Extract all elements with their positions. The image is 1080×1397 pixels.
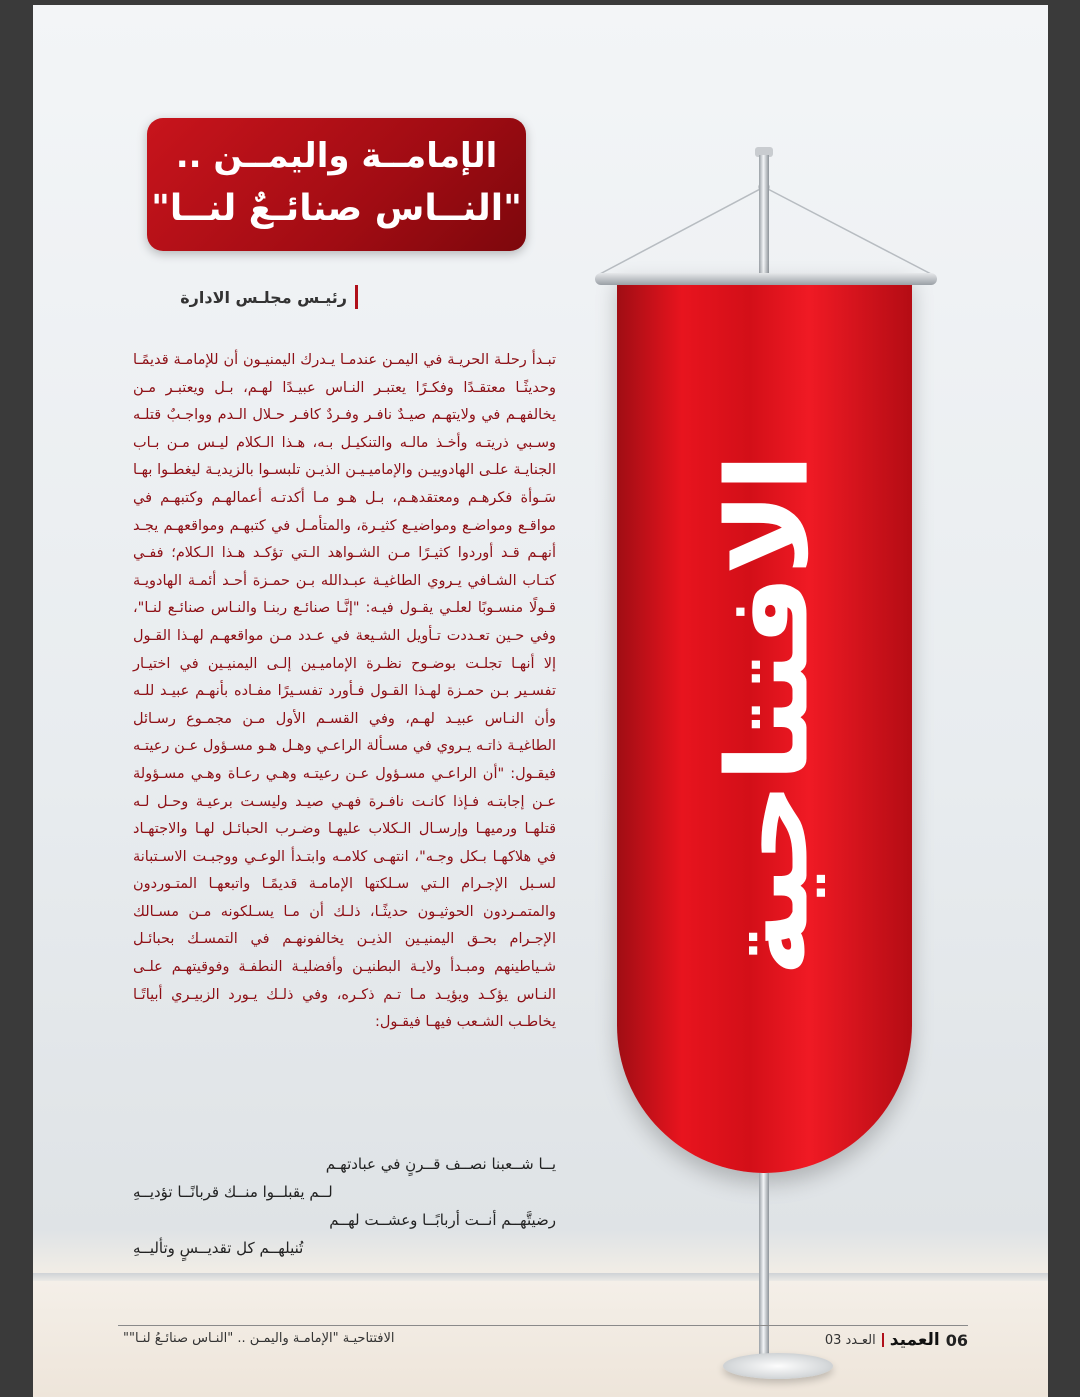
banner-text-wrap (693, 400, 843, 1030)
author-name: رئيـس مجلـس الادارة (180, 287, 347, 307)
footer-divider (118, 1325, 968, 1326)
title-line-1: الإمامــة واليمــن .. (175, 136, 498, 176)
verse-text: يــا شــعبنا نصــف قــرنٍ في عبادتهـم (325, 1155, 556, 1173)
banner-text: الافتتاحية (703, 453, 834, 977)
pole-upper (759, 155, 769, 273)
page-number: 06 (945, 1330, 968, 1350)
verse-text: تُنيلهــم كل تقديــسٍ وتأليــهِ (133, 1239, 304, 1257)
footer-brand-block (825, 1330, 968, 1350)
article-body: تبـدأ رحلـة الحريـة في اليمـن عندمـا يـدرك اليمنيـون أن للإمامـة قديمًـا وحديثًـا معتقـدًا وفكـرًا يعتبـر النـاس عبيـدًا لهـم، بـل ويعتبـر مـن يخالفهـم في ولايتهـم صيـدٌ نافـر وفـردٌ كافـر حـلال الـدم وواجـبٌ قتلـه وسـبي ذريتـه وأخـذ مالـه والتنكيـل بـه، هـذا الـكلام ليـس مـن بـاب الجنايـة علـى الهادوييـن والإماميـيـن الذيـن تلبسـوا بالزيديـة ليغطـوا بهـا سَـوأة فكرهـم ومعتقدهـم، بـل هـو مـا أكدتـه أعمالهـم وكتبهـم في مواقـع ومواضـع ومواضيـع كثيـرة، والمتأمـل في كتبهـم ومواقعهـم يجـد أنهـم قـد أوردوا كثيـرًا مـن الشـواهد الـتي تؤكـد هـذا الـكلام؛ ففـي كتـاب الشـافي يـروي الطاغيـة عبـدالله بـن حمـزة أحـد أئمـة الهادويـة قـولًا منسـوبًا لعلـي يقـول فيـه: "إنَّـا صنائـع ربنـا والنـاس صنائـع لنـا"، وفي حـين تعـددت تـأويل الشـيعة في عـدد مـن مواقعهـم لهـذا القـول إلا أنهـا تجلـت بوضـوح نظـرة الإماميـين إلـى اليمنيـين في اختيـار تفسـير بـن حمـزة لهـذا القـول فـأورد تفسـيرًا مفـاده بأنهـم عبيـد للـه وأن النـاس عبيـد لهـم، وفي القسـم الأول مـن مجمـوع رسـائل الطاغيـة ذاتـه يـروي في مسـألة الراعـي وهـل هـو مسـؤول عـن رعيتـه فيقـول: "أن الراعـي مسـؤول عـن رعيتـه وهـي رعـاة وهـي مسـؤولة عـن إجابتـه فـإذا كانـت نافـرة فهـي صيـد وليسـت برعيـة وحـل لـه قتلهـا ورميهـا وإرسـال الـكلاب عليهـا وضـرب الحبائـل لهـا والاجتهـاد في هلاكهـا بـكل وجـه"، انتهـى كلامـه وابتـدأ الوعـي ووجبـت الاسـتبانة لسـبل الإجـرام الـتي سـلكتها الإمامـة قديمًـا واتبعهـا المتـوردون والمتمـردون الحوثيـون حديثًـا، ذلـك أن مـا يسـلكونه مـن مسـالك الإجـرام بحـق اليمنيـين الذيـن يخالفونهـم في التمسـك بحبائـل شـياطينهم ومبـدأ ولايـة البطنيـن وأفضليـة النطفـة وفوقيتهـم علـى النـاس يؤكـد ويؤيـد مـا تـم ذكـره، وفي ذلـك يـورد الزبيـري أبياتًـا يخاطـب الشـعب فيهـا فيقـول: (133, 352, 556, 1031)
title-line-2: "النــاس صنائـعٌ لنــا" (151, 188, 522, 229)
verse-text: رضيتَّهــم أنــت أربابًــا وعشــت لهــم (329, 1211, 556, 1229)
stand-base (723, 1353, 833, 1379)
footer-separator (882, 1333, 884, 1347)
brand-logo: العميد (889, 1330, 940, 1350)
pole-lower (759, 1173, 769, 1363)
issue-number: العـدد 03 (824, 1332, 876, 1348)
magazine-page (33, 5, 1048, 1397)
banner-crossbar (595, 273, 937, 285)
footer-title: الافتتاحيـة "الإمامـة واليمـن .. "النـاس صنائـعُ لنـا"" (123, 1331, 395, 1346)
verse-text: لــم يقبلــوا منــك قربانًــا تؤديــهِ (133, 1183, 333, 1201)
